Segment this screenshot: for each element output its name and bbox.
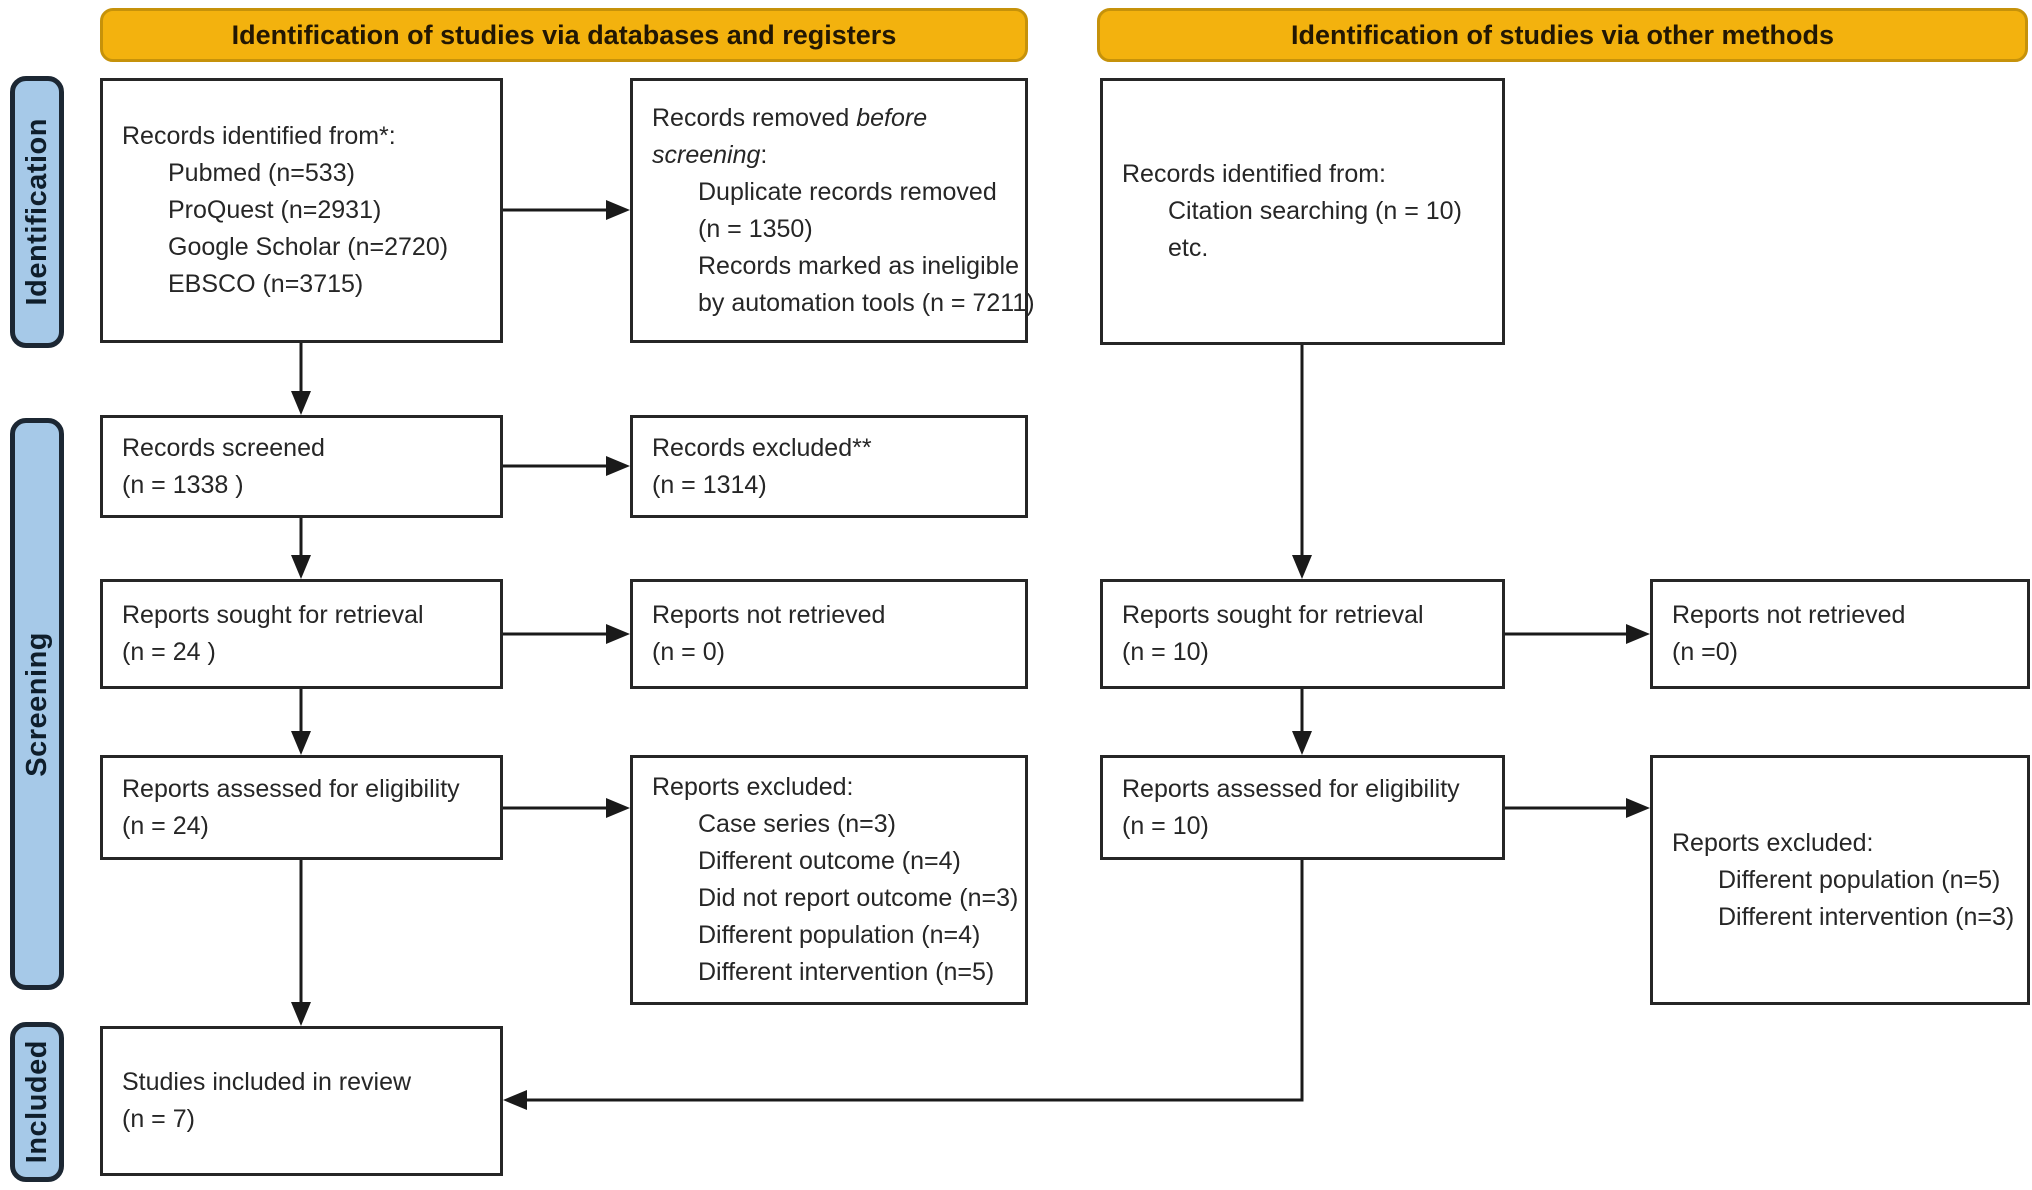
box-item: Google Scholar (n=2720) <box>168 233 449 261</box>
box-title-cont: screening: <box>652 140 768 169</box>
box-records-removed-before-screening <box>630 78 1035 343</box>
box-item: etc. <box>1168 234 1209 262</box>
box-line: Studies included in review <box>122 1068 412 1096</box>
box-item: Citation searching (n = 10) <box>1168 197 1462 225</box>
box-item: Did not report outcome (n=3) <box>698 884 1019 912</box>
box-reports-excluded-other <box>1650 755 2030 1005</box>
banner-other-methods <box>1097 8 2028 62</box>
box-item: Different outcome (n=4) <box>698 847 961 875</box>
box-reports-sought-other <box>1100 579 1505 689</box>
box-studies-included <box>100 1026 503 1176</box>
arrow-identified-to-screened <box>291 343 311 415</box>
arrow-sought-to-assessed-db <box>291 689 311 755</box>
box-records-identified-databases <box>100 78 503 343</box>
box-line: Records screened <box>122 433 325 462</box>
box-reports-excluded-databases <box>630 755 1028 1005</box>
arrow-screened-to-sought <box>291 518 311 579</box>
box-records-excluded <box>630 415 1028 518</box>
box-reports-assessed-databases <box>100 755 503 860</box>
box-reports-assessed-other <box>1100 755 1505 860</box>
box-count: (n = 10) <box>1122 811 1209 840</box>
box-reports-not-retrieved-databases <box>630 579 1028 689</box>
box-title: Reports excluded: <box>1672 828 1874 857</box>
box-count: (n =0) <box>1672 638 1739 666</box>
stage-screening <box>10 418 64 990</box>
box-item: Different population (n=5) <box>1718 865 2001 894</box>
box-count: (n = 24) <box>122 811 209 840</box>
arrow-assessed-to-included <box>291 860 311 1026</box>
box-item: by automation tools (n = 7211) <box>698 288 1035 317</box>
box-item: Different intervention (n=5) <box>698 958 995 986</box>
box-item: ProQuest (n=2931) <box>168 196 382 224</box>
banner-databases-label: Identification of studies via databases and registers <box>231 19 897 50</box>
box-item: Case series (n=3) <box>698 810 896 838</box>
box-count: (n = 0) <box>652 638 725 666</box>
box-count: (n = 10) <box>1122 638 1209 666</box>
box-count: (n = 1338 ) <box>122 470 244 499</box>
banner-other-methods-label: Identification of studies via other methods <box>1290 19 1835 50</box>
stage-identification-label: Identification <box>20 118 53 306</box>
box-records-screened <box>100 415 503 518</box>
box-title: Records identified from*: <box>122 122 396 150</box>
arrow-assessed-to-excluded-other <box>1505 798 1650 818</box>
arrow-sought-to-notretrieved-other <box>1505 624 1650 644</box>
box-title: Reports excluded: <box>652 773 854 801</box>
arrow-identified-other-to-sought-other <box>1292 345 1312 579</box>
box-count: (n = 7) <box>122 1105 195 1133</box>
arrow-sought-to-notretrieved-db <box>503 624 630 644</box>
box-line: Reports sought for retrieval <box>1122 601 1424 629</box>
box-line: Reports not retrieved <box>1672 601 1906 629</box>
box-item: EBSCO (n=3715) <box>168 270 364 298</box>
box-item: Records marked as ineligible <box>698 251 1019 280</box>
box-line: Reports sought for retrieval <box>122 601 424 629</box>
banner-databases-registers <box>100 8 1028 62</box>
box-line: Reports not retrieved <box>652 601 886 629</box>
box-count: (n = 24 ) <box>122 638 216 666</box>
box-item: Different population (n=4) <box>698 921 981 949</box>
box-reports-sought-databases <box>100 579 503 689</box>
arrow-screened-to-excluded <box>503 456 630 476</box>
stage-identification <box>10 76 64 348</box>
arrow-identified-to-removed <box>503 200 630 220</box>
box-item: Duplicate records removed <box>698 177 997 206</box>
stage-included-label: Included <box>20 1040 53 1164</box>
box-line: Reports assessed for eligibility <box>1122 774 1460 803</box>
arrow-assessed-to-excluded-db <box>503 798 630 818</box>
box-item: (n = 1350) <box>698 214 813 243</box>
stage-included <box>10 1022 64 1182</box>
box-line: Records excluded** <box>652 433 872 462</box>
box-line: Reports assessed for eligibility <box>122 774 460 803</box>
box-item: Different intervention (n=3) <box>1718 902 2015 931</box>
stage-screening-label: Screening <box>20 631 53 777</box>
arrow-sought-to-assessed-other <box>1292 689 1312 755</box>
box-title: Records identified from: <box>1122 160 1387 188</box>
box-title: Records removed before <box>652 103 928 132</box>
box-count: (n = 1314) <box>652 470 767 499</box>
box-records-identified-other <box>1100 78 1505 345</box>
box-reports-not-retrieved-other <box>1650 579 2030 689</box>
box-item: Pubmed (n=533) <box>168 159 355 187</box>
